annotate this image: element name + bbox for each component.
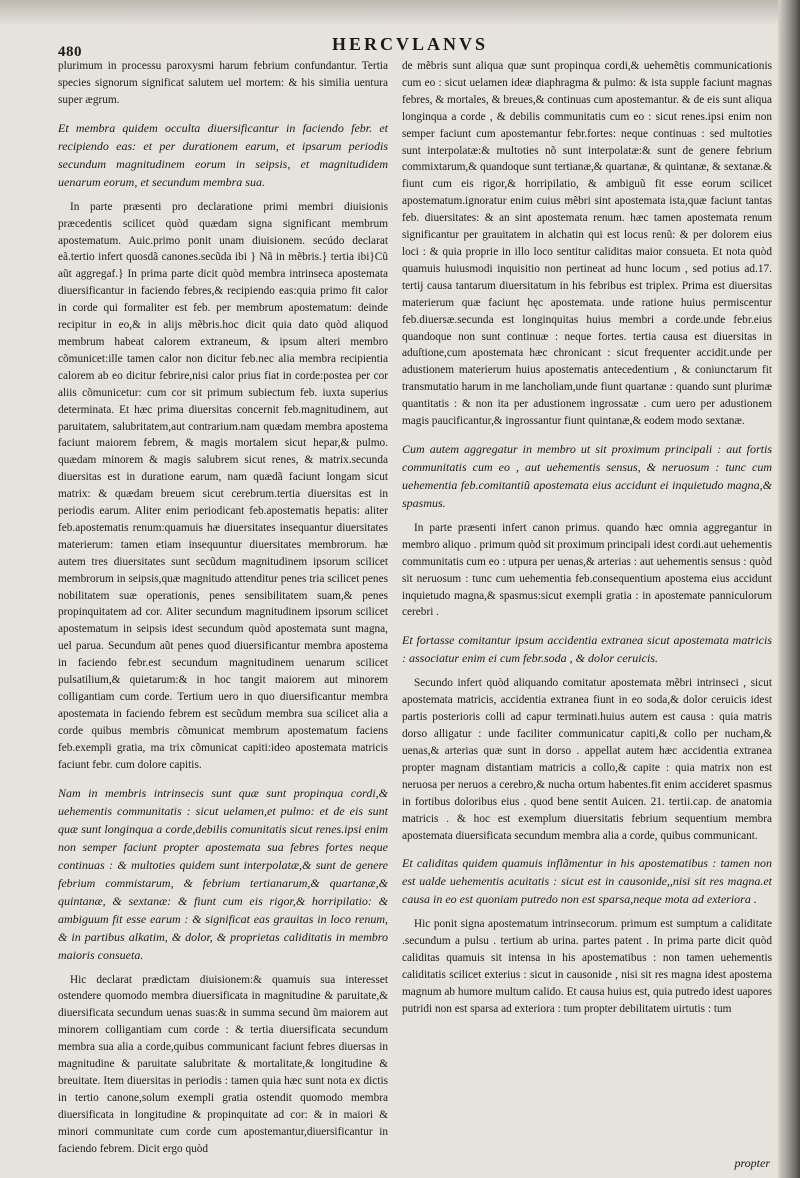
paragraph: de mẽbris sunt aliqua quæ sunt propinqua cordi,& uehemẽtis communicationis cum eo : sicut uelamen ideæ diaphragma & pulmo: & ista supple faciunt magnas febres, & mortales, & breues,& continuas cum apostemantur. & de eis sunt aliqua longinqua a corde , & debilis communitatis cum eo : sicut renes.ipsi enim non semper faciunt cum apostemantur febr.fortes: neque continuas : sed multoties sunt interpolatæ:& multoties nõ sunt interpolatæ:& sunt de genere febrium commixtarum,& quandoque sunt tertianæ,& quartanæ, & quintanæ, & sextanæ.& fiunt cum eis rigor,& horripilatio, & ambiguũ fit esse eorum scilicet apostematum.ignoratur enim cuius mẽbri sint apostemata ista,quæ faciunt tantas feb. diuersitates: & an sint apostemata renum. hæc tamen apostemata renum significantur per grauitatem in alchatin qui est locus renũ: & per dolorem eius loci : & quia proprie in illo loco sentitur caliditas maior consueta. Et nota quòd quamuis huiusmodi inquisitio non pertineat ad hunc locum , sed potius ad.17. tertij causa tantarum diuersitatum in his febribus est triplex. Prima est diuersitas materierum quæ faciunt hęc apostemata. unde ratione huius permiscentur feb.diuersæ.secunda est longinquitas huius membri a corde.unde febr.eius quandoque non sunt continuæ : neque fortes. tertia causa est diuersitas in aduſtione,cum apostemata hæc chronicant : sicut frequenter accidit.unde per adustionem materierum huius apostematis antecedentium , & coniunctarum fit transmutatio harum in me lancholiam,unde fiunt quartanæ : quando sunt plurimæ quantitatis : & non ita per adustionem ingrossatæ . cum uero per adustionem magis paucificantur,& ingrossantur fiunt quintanæ,& eodem modo sextanæ.	[402, 60, 772, 428]
right-column	[402, 58, 772, 1158]
commentary-paragraph: Hic ponit signa apostematum intrinsecorum. primum est sumptum a caliditate .secundum a pulsu . tertium ab urina. partes patent . In prima parte dicit quòd caliditas quamuis sit intensa in his apostematibus : non tamen uehementis caliditatis scilicet exterius : sicut in causonide , nisi sit res magna idest apostema magnum ab humore multum calido. Et causa huius est, quia putredo idest uapores putridi non est sparsa ad exteriora : tum propter debilitatem uirtutis : tum	[402, 918, 772, 1015]
catchword: propter	[734, 1156, 770, 1170]
lemma-paragraph: Et membra quidem occulta diuersificantur in faciendo febr. et recipiendo eas: et per durationem earum, et ipsarum periodis secundum magnitudinem eorum in seipsis, et magnitudidem uenarum eorum, et secundum membra sua.	[58, 120, 388, 189]
lemma-paragraph: Et caliditas quidem quamuis inflãmentur in his apostematibus : tamen non est ualde uehementis acuitatis : sicut est in causonide,,nisi sit res magna.et causa in eo est quoniam putredo non est sparsa,neque mota ad exteriora .	[402, 856, 772, 907]
commentary-paragraph: Secundo infert quòd aliquando comitatur apostemata mẽbri intrinseci , sicut apostemata matricis, accidentia extranea fiunt in eo soda,& dolor ceruicis idest partis posterioris colli ad capur terminati.huius autem est causa : quia matris dorso alligatur : unde faciliter communicatur capiti,& collo per nucham,& uenas,& arterias quæ sunt in dorso . appellat autem hæc accidentia extranea propter magnam distantiam matricis a collo,& capite : quia matrix non est neruosa per neruos a cerebro,& nucha ortum habentes.fit enim accideret spasmus in fortibus doloribus eius . quod bene sentit Auicen. 21. tertii.cap. de anatomia matricis . & hoc est exemplum diuersitatis febrium sequentium membra apostemata diuersificata secundum membra alia a corde, quibus communicant.	[402, 677, 772, 842]
commentary-paragraph: In parte præsenti infert canon primus. quando hæc omnia aggregantur in membro aliquo . primum quòd sit proximum principali idest cordi.aut uehementis communitatis cum eo : utpura per uenas,& arterias : aut uehementis sensus : quòd sit neruosum : tunc cum uehementia feb.consequentium apostema eius accidunt inquietudo magna,& spasmus:sicut exempli gratia : in apostemate panniculorum cerebri .	[402, 521, 772, 619]
page-top-shadow	[0, 0, 800, 26]
page-number: 480	[58, 44, 82, 60]
lemma-paragraph: Et fortasse comitantur ipsum accidentia extranea sicut apostemata matricis : associatur enim ei cum febr.soda , & dolor ceruicis.	[402, 633, 772, 666]
lemma-paragraph: Cum autem aggregatur in membro ut sit proximum principali : aut fortis communitatis cum eo , aut uehementis sensus, & neruosum : tunc cum uehementia feb.comitantiũ apostemata eius accidunt ei inquietudo magna,& spasmus.	[402, 441, 772, 510]
left-column	[58, 58, 388, 1158]
commentary-paragraph: In parte præsenti pro declaratione primi membri diuisionis præcedentis scilicet quòd quædam signa significant membrum apostematum. Auic.primo ponit unam diuisionem. secúdo declarat eã.tertio infert quosdã canones.secũda ibi } Nã in mẽbris.} tertia ibi}Cũ aũt aggregaf.} In prima parte dicit quòd membra intrinseca apostemata diuersificantur in faciendo febres,& recipiendo eas:quia primo fit calor in corde qui formaliter est feb. per membrum apostematum: deinde recipitur in eo,& in alijs mẽbris.hoc dicit quia dato quòd aliquod membrum habeat calorem extraneum, & ipsum alteri membro cõmunicet:ille tamen calor non dicitur feb.nec alia membra recipientia calorem ab eo dicitur febrire,nisi calor prius fiat in corde:postea per cor aliis cõmunicetur: cum cor sit primum subiectum feb. iuxta superius determinata. Et hæc prima diuersitas concernit feb.magnitudinem, aut paruitatem, salubritatem,aut contrarium.nam quædam membra apostema faciunt maiorem febrem, & magis mortalem sicut hepar,& pulmo. quædam minorem & magis salubrem sicut renes, & matrix.secunda diuersitas est in duratione earum, nam quædã faciunt longam sicut matrix: & quædam breuem sicut cerebrum.tertia diuersitas est in periodis earum. Aliter enim periodicant feb.apostematis hepatis: aliter feb.apostematis renum:quamuis hæ diuersitates insequantur diuersitates materierum: tamen etiam insequuntur diuersitates membrorum. hæ autem tres diuersitates sunt secũdum magnitudinem ipsorum scilicet membrorum in seipsis,quæ magnitudo attenditur penes tria scilicet penes nobilitatem suæ operationis, penes sensibilitatem suam,& penes propinquitatem ad cor. Aliter secundum magnitudinem ipsorum scilicet apostematum in seipsis idest secundum quòd apostemata sunt magna, uel parua. Secundum aũt penes quod diuersificantur membra apostema in faciendo febr.est secundum magnitudinem uenarum scilicet pulsatilium,& quietarum:& in hoc tangit maiorem aut minorem colligantiam cum corde. Tertium uero in quo diuersificantur membra apostemata in faciendo febrem est secũdum membra sua scilicet alia a corde quibus membris cõmunicat membrum apostematum faciens feb.exempli gratia, ma trix cõmunicat capiti:ideo apostemata matricis faciunt febr. cum dolore capitis.	[58, 200, 388, 771]
commentary-paragraph: Hic declarat prædictam diuisionem:& quamuis sua interesset ostendere quomodo membra diuersificata in magnitudine & paruitate,& diuersificata secundum uenas suas:& in summa secund ũm maiorem aut minorem colligantiam cum corde : & tertia diuersificata secundum membra sua alia a corde,quibus communicant faciunt febres diuersas in magnitudine & paruitate salubritate & mortalitate,& longitudine & breuitate. Item diuersitas in periodis : tamen quia hæc sunt nota ex dictis in tertio canone,solum exempli gratia ostendit quomodo membra diuersificata in longitudine & propinquitate ad cor: & in maiori & minori communitate cum corde cum apostemantur,diuersificantur in faciendo febrem. Dicit ergo quòd	[58, 973, 388, 1155]
page-gutter-shadow	[778, 0, 800, 1178]
running-title: HERCVLANVS	[331, 34, 489, 54]
paragraph: plurimum in processu paroxysmi harum febrium confundantur. Tertia species signorum significat salutem uel mortem: & his similia uentura super ægrum.	[58, 60, 388, 106]
lemma-paragraph: Nam in membris intrinsecis sunt quæ sunt propinqua cordi,& uehementis communitatis : sicut uelamen,et pulmo: et de eis sunt quæ sunt longinqua a corde,debilis comunitatis sicut renes.ipsi enim non semper faciunt propter apostemata sua febres fortes neque continuas : & multoties quidem sunt interpolatæ,& sunt de genere febrium commistarum, & febrium tertianarum,& quartanæ,& quintanæ, & sextanæ: & fiunt cum eis rigor,& horripilatio: & ambiguum fit esse earum : & significat eas grauitas in loco renum, & in partibus alkatim, & dolor, & proprietas caliditatis in membro maioris consueta.	[58, 785, 388, 962]
